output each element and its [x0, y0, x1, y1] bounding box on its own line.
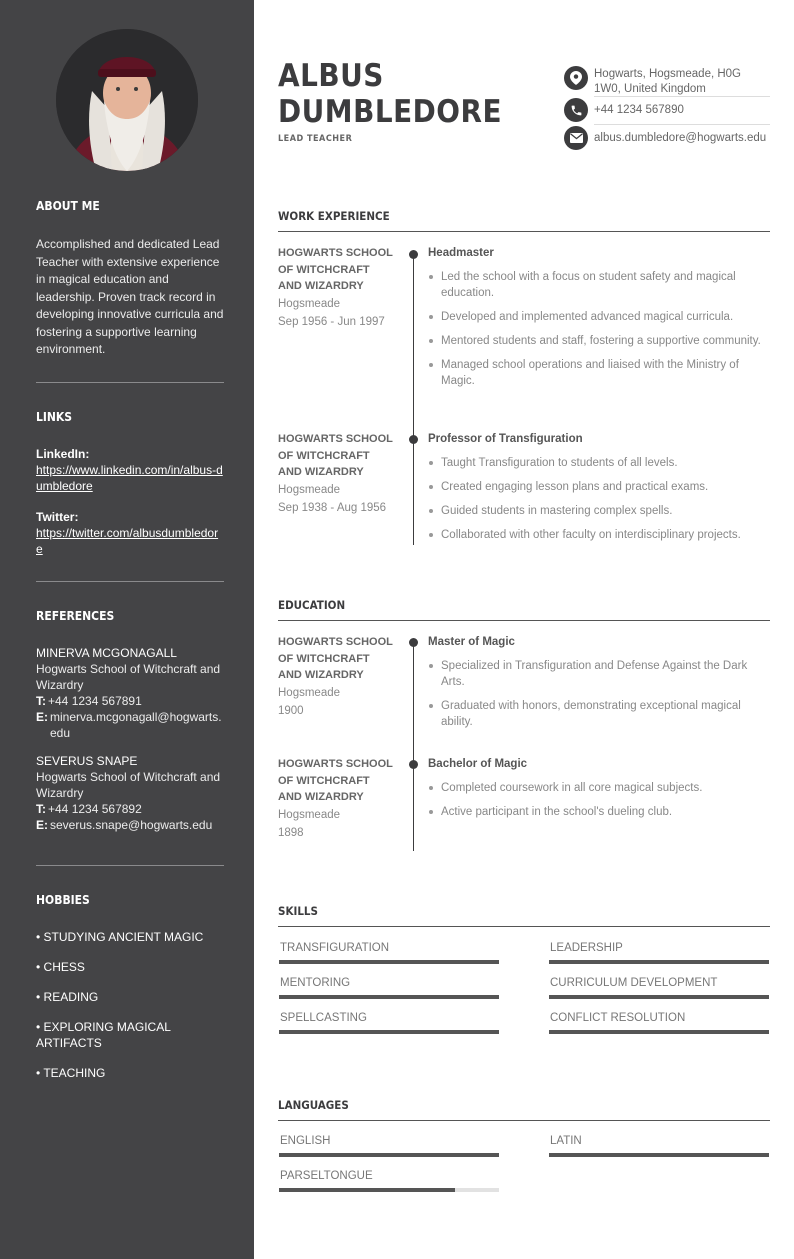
job-title: LEAD TEACHER — [278, 134, 353, 144]
list-item: Completed coursework in all core magical subjects. — [428, 780, 770, 796]
name-first: ALBUS — [278, 58, 384, 94]
reference-name: MINERVA MCGONAGALL — [36, 646, 177, 660]
language-bar — [279, 1153, 499, 1157]
mail-icon — [564, 126, 588, 150]
skill-item — [279, 1011, 499, 1034]
reference-phone: T: +44 1234 567892 — [36, 802, 142, 816]
school-name: HOGWARTS SCHOOL OF WITCHCRAFT AND WIZARDRY — [278, 636, 393, 681]
skill-item — [549, 1011, 769, 1034]
school-location: Hogsmeade — [278, 808, 341, 821]
email-address[interactable]: albus.dumbledore@hogwarts.edu — [594, 132, 767, 144]
graduation-year: 1898 — [278, 826, 304, 839]
list-item: Guided students in mastering complex spells. — [428, 503, 770, 519]
work-timeline — [413, 253, 414, 545]
list-item: Developed and implemented advanced magical curricula. — [428, 309, 770, 325]
reference-phone: T: +44 1234 567891 — [36, 694, 142, 708]
skill-name: TRANSFIGURATION — [280, 942, 390, 954]
skill-item — [549, 941, 769, 964]
skill-name: CURRICULUM DEVELOPMENT — [550, 977, 718, 989]
timeline-dot — [409, 638, 418, 647]
link-label: Twitter: — [36, 510, 79, 524]
education-entry-meta — [278, 756, 394, 842]
position-title: Professor of Transfiguration — [428, 433, 583, 445]
skills-heading: SKILLS — [278, 904, 770, 927]
skill-bar-fill — [549, 995, 769, 999]
contact-address — [564, 66, 770, 97]
avatar — [56, 29, 198, 171]
contact-divider — [594, 96, 770, 97]
employer-name: HOGWARTS SCHOOL OF WITCHCRAFT AND WIZARDRY — [278, 247, 393, 292]
hobby-item: • TEACHING — [36, 1066, 106, 1080]
work-entry-meta — [278, 431, 394, 517]
hobbies-heading: HOBBIES — [36, 893, 90, 907]
list-item: Active participant in the school's dueling club. — [428, 804, 770, 820]
phone-number: +44 1234 567890 — [594, 104, 684, 116]
list-item: Created engaging lesson plans and practical exams. — [428, 479, 770, 495]
skill-name: MENTORING — [280, 977, 351, 989]
language-name: LATIN — [550, 1135, 582, 1147]
contact-phone — [564, 98, 770, 122]
about-section — [36, 199, 224, 359]
about-text: Accomplished and dedicated Lead Teacher with extensive experience in magical education and leadership. Proven track record in developing innovative curricula and fostering a supportive learning environment. — [36, 237, 224, 356]
skill-bar — [549, 960, 769, 964]
reference-item — [36, 645, 224, 741]
skill-bar-fill — [279, 1030, 499, 1034]
portrait-image — [56, 29, 198, 171]
employer-location: Hogsmeade — [278, 297, 341, 310]
skill-bar-fill — [279, 960, 499, 964]
list-item: Taught Transfiguration to students of all levels. — [428, 455, 770, 471]
list-item: Specialized in Transfiguration and Defense Against the Dark Arts. — [428, 658, 770, 690]
language-item — [279, 1134, 499, 1157]
page-title — [278, 58, 502, 130]
link-label: LinkedIn: — [36, 447, 90, 461]
links-heading: LINKS — [36, 410, 73, 424]
reference-org: Hogwarts School of Witchcraft and Wizardry — [36, 662, 221, 692]
employer-name: HOGWARTS SCHOOL OF WITCHCRAFT AND WIZARDRY — [278, 433, 393, 478]
link-linkedin — [36, 446, 224, 494]
skill-bar-fill — [549, 1030, 769, 1034]
education-entry-details — [428, 634, 770, 738]
skill-bar-fill — [549, 960, 769, 964]
hobby-item: • CHESS — [36, 960, 85, 974]
references-section — [36, 609, 224, 833]
skill-bar — [279, 960, 499, 964]
language-bar — [549, 1153, 769, 1157]
name-last: DUMBLEDORE — [278, 94, 503, 130]
skill-bar — [279, 1030, 499, 1034]
education-heading: EDUCATION — [278, 598, 770, 621]
timeline-dot — [409, 250, 418, 259]
skill-bar — [549, 995, 769, 999]
education-entry-meta — [278, 634, 394, 720]
language-name: PARSELTONGUE — [280, 1170, 373, 1182]
language-item — [549, 1134, 769, 1157]
sidebar-divider — [36, 865, 224, 866]
address-line: Hogwarts, Hogsmeade, H0G — [594, 68, 742, 80]
hobby-item: • READING — [36, 990, 99, 1004]
skill-item — [549, 976, 769, 999]
list-item: Graduated with honors, demonstrating exceptional magical ability. — [428, 698, 770, 730]
skill-name: LEADERSHIP — [550, 942, 623, 954]
employment-dates: Sep 1956 - Jun 1997 — [278, 315, 385, 328]
employment-dates: Sep 1938 - Aug 1956 — [278, 501, 387, 514]
reference-email: E: minerva.mcgonagall@hogwarts.edu — [36, 710, 222, 740]
skill-item — [279, 976, 499, 999]
employer-location: Hogsmeade — [278, 483, 341, 496]
links-section — [36, 410, 224, 557]
language-bar-fill — [549, 1153, 769, 1157]
language-bar — [279, 1188, 499, 1192]
reference-email: E: severus.snape@hogwarts.edu — [36, 818, 213, 832]
list-item: Collaborated with other faculty on interdisciplinary projects. — [428, 527, 770, 543]
about-heading: ABOUT ME — [36, 199, 100, 213]
skill-name: SPELLCASTING — [280, 1012, 367, 1024]
location-pin-icon — [564, 66, 588, 90]
degree-title: Bachelor of Magic — [428, 758, 528, 770]
graduation-year: 1900 — [278, 704, 304, 717]
work-entry-details — [428, 245, 770, 397]
degree-title: Master of Magic — [428, 636, 515, 648]
contact-divider — [594, 124, 770, 125]
languages-heading: LANGUAGES — [278, 1098, 770, 1121]
skill-name: CONFLICT RESOLUTION — [550, 1012, 686, 1024]
list-item: Mentored students and staff, fostering a supportive community. — [428, 333, 770, 349]
sidebar-divider — [36, 382, 224, 383]
language-bar-fill — [279, 1188, 455, 1192]
hobby-item: • STUDYING ANCIENT MAGIC — [36, 930, 204, 944]
position-title: Headmaster — [428, 247, 494, 259]
reference-name: SEVERUS SNAPE — [36, 754, 138, 768]
link-twitter — [36, 509, 224, 557]
hobby-item: • EXPLORING MAGICAL ARTIFACTS — [36, 1020, 171, 1050]
language-bar-fill — [279, 1153, 499, 1157]
education-timeline — [413, 642, 414, 851]
timeline-dot — [409, 435, 418, 444]
reference-item — [36, 753, 224, 833]
sidebar — [0, 0, 254, 1259]
work-entry-meta — [278, 245, 394, 331]
school-name: HOGWARTS SCHOOL OF WITCHCRAFT AND WIZARDRY — [278, 758, 393, 803]
list-item: Managed school operations and liaised with the Ministry of Magic. — [428, 357, 770, 389]
skill-bar-fill — [279, 995, 499, 999]
language-name: ENGLISH — [280, 1135, 331, 1147]
hobbies-section — [36, 893, 224, 1095]
phone-icon — [564, 98, 588, 122]
skill-bar — [549, 1030, 769, 1034]
linkedin-link[interactable]: https://www.linkedin.com/in/albus-dumbledore — [36, 463, 223, 493]
education-entry-details — [428, 756, 770, 828]
address-line: 1W0, United Kingdom — [594, 83, 706, 95]
language-item — [279, 1169, 499, 1192]
references-heading: REFERENCES — [36, 609, 115, 623]
timeline-dot — [409, 760, 418, 769]
list-item: Led the school with a focus on student safety and magical education. — [428, 269, 770, 301]
skill-item — [279, 941, 499, 964]
work-heading: WORK EXPERIENCE — [278, 209, 770, 232]
twitter-link[interactable]: https://twitter.com/albusdumbledore — [36, 526, 219, 556]
reference-org: Hogwarts School of Witchcraft and Wizardry — [36, 770, 221, 800]
skill-bar — [279, 995, 499, 999]
school-location: Hogsmeade — [278, 686, 341, 699]
work-entry-details — [428, 431, 770, 551]
contact-email — [564, 126, 770, 150]
sidebar-divider — [36, 581, 224, 582]
